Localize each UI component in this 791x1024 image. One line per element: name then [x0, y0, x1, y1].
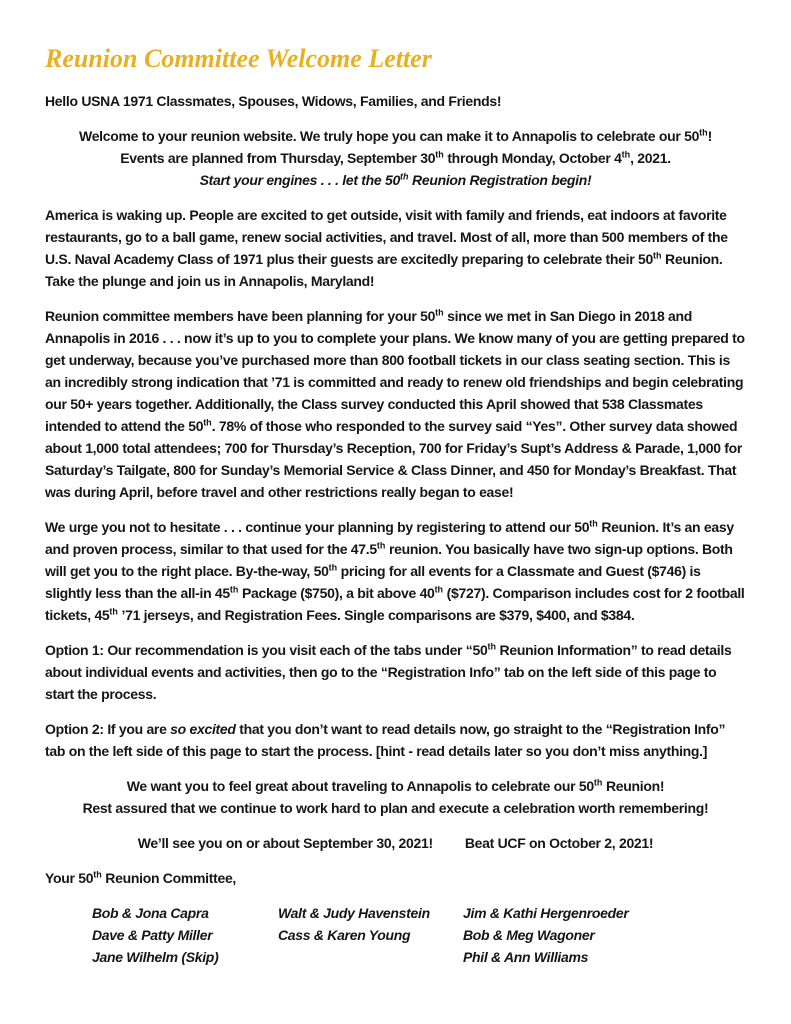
greeting-line: Hello USNA 1971 Classmates, Spouses, Widows, Families, and Friends! — [45, 93, 502, 109]
intro-line-3: Start your engines . . . let the 50th Reunion Registration begin! — [199, 171, 592, 188]
committee-columns — [45, 902, 746, 968]
paragraph-america: America is waking up. People are excited to get outside, visit with family and friends, eat indoors at favorite restaurants, go to a ball game, renew social activities, and travel. Most of all, more than 500 members of the U.S. Naval Academy Class of 1971 plus their guests are excitedly preparing to celebrate their 50th Reunion. Take the plunge and join us in Annapolis, Maryland! — [45, 207, 728, 289]
paragraph-option-2: Option 2: If you are so excited that you don’t want to read details now, go straight to the “Registration Info” tab on the left side of this page to start the process. [hint - read details later so you don’t miss anything.] — [45, 721, 726, 759]
committee-name: Jane Wilhelm (Skip) — [92, 949, 219, 965]
paragraph-option-1: Option 1: Our recommendation is you visit each of the tabs under “50th Reunion Information” to read details about individual events and activities, then go to the “Registration Info” tab on the left side of this page to start the process. — [45, 641, 732, 702]
intro-line-1: Welcome to your reunion website. We truly hope you can make it to Annapolis to celebrate our 50th! — [79, 127, 712, 144]
closing-line-1: We want you to feel great about traveling to Annapolis to celebrate our 50th Reunion! — [126, 777, 665, 794]
committee-name: Cass & Karen Young — [278, 927, 411, 943]
committee-column-2 — [278, 902, 463, 968]
beat-ucf-text: Beat UCF on October 2, 2021! — [464, 835, 654, 851]
closing-line-2: Rest assured that we continue to work hard to plan and execute a celebration worth remembering! — [82, 800, 709, 816]
committee-name: Bob & Jona Capra — [92, 905, 209, 921]
committee-name: Dave & Patty Miller — [92, 927, 213, 943]
signature-line: Your 50th Reunion Committee, — [45, 869, 237, 886]
committee-column-3 — [463, 902, 629, 968]
intro-block — [45, 125, 746, 191]
committee-name: Phil & Ann Williams — [463, 949, 589, 965]
see-you-row — [45, 832, 746, 854]
committee-column-1 — [92, 902, 278, 968]
committee-name: Bob & Meg Wagoner — [463, 927, 595, 943]
paragraph-urge: We urge you not to hesitate . . . continue your planning by registering to attend our 50th Reunion. It’s an easy and proven process, similar to that used for the 47.5th reunion. You basically have two sign-up options. Both will get you to the right place. By-the-way, 50th pricing for all events for a Classmate and Guest ($746) is slightly less than the all-in 45th Package ($750), a bit above 40th ($727). Comparison includes cost for 2 football tickets, 45th ’71 jerseys, and Registration Fees. Single comparisons are $379, $400, and $384. — [45, 518, 745, 623]
committee-name: Walt & Judy Havenstein — [278, 905, 430, 921]
see-you-text: We’ll see you on or about September 30, 2021! — [137, 835, 433, 851]
paragraph-planning: Reunion committee members have been planning for your 50th since we met in San Diego in 2018 and Annapolis in 2016 . . . now it’s up to you to complete your plans. We know many of you are getting prepared to get underway, because you’ve purchased more than 800 football tickets in our class seating section. This is an incredibly strong indication that ’71 is committed and ready to renew old friendships and begin celebrating our 50+ years together. Additionally, the Class survey conducted this April showed that 538 Classmates intended to attend the 50th. 78% of those who responded to the survey said “Yes”. Other survey data showed about 1,000 total attendees; 700 for Thursday’s Reception, 700 for Friday’s Supt’s Address & Parade, 1,000 for Saturday’s Tailgate, 800 for Sunday’s Memorial Service & Class Dinner, and 450 for Monday’s Breakfast. That was during April, before travel and other restrictions really began to ease! — [45, 307, 745, 500]
committee-name: Jim & Kathi Hergenroeder — [463, 905, 629, 921]
page-title: Reunion Committee Welcome Letter — [45, 44, 432, 73]
closing-block — [45, 775, 746, 819]
intro-line-2: Events are planned from Thursday, September 30th through Monday, October 4th, 2021. — [120, 149, 671, 166]
